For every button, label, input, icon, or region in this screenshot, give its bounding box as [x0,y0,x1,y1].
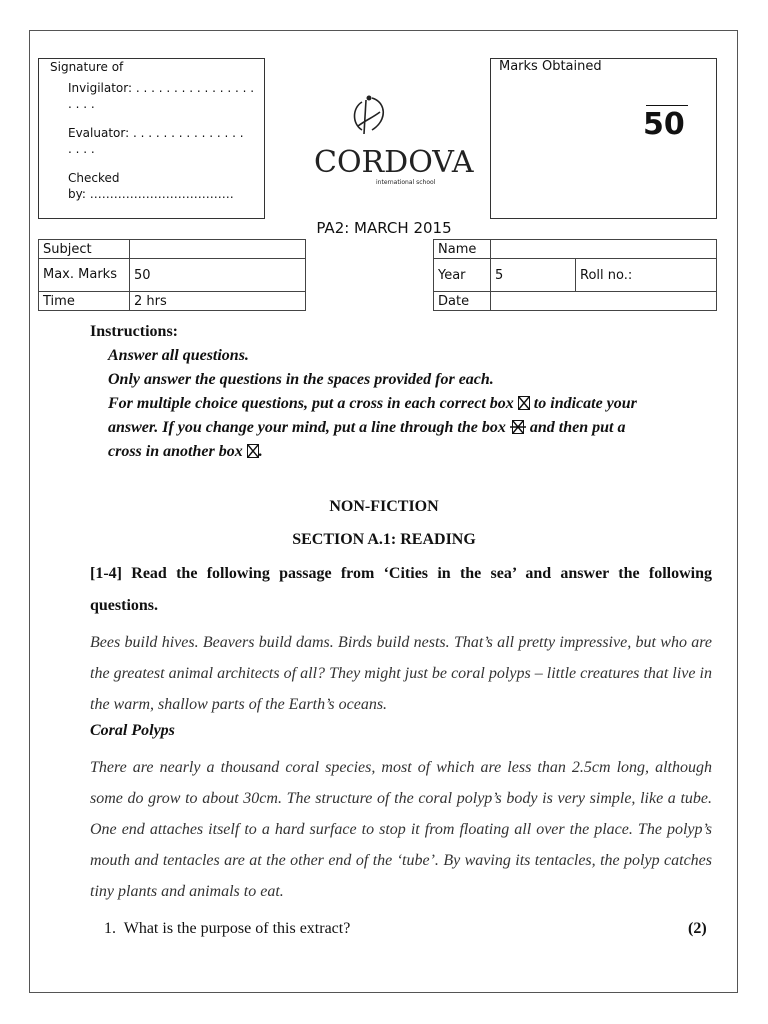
subject-value[interactable] [130,240,306,259]
subject-label: Subject [39,240,130,259]
roll-no-label[interactable]: Roll no.: [576,259,717,292]
year-label: Year [434,259,491,292]
section-heading-reading: SECTION A.1: READING [292,531,476,548]
name-value[interactable] [491,240,717,259]
instruction-5b: . [258,443,263,460]
instruction-line-4 [90,416,730,440]
instruction-line-3 [90,392,730,416]
time-label: Time [39,292,130,311]
name-label: Name [434,240,491,259]
signature-title: Signature of [50,60,124,74]
marks-box [490,58,717,219]
section-heading-nonfiction: NON-FICTION [329,498,439,515]
school-logo [300,90,474,190]
instruction-5a: cross in another box [108,443,243,460]
logo-wordmark: CORDOVA [314,145,474,180]
instruction-3b: to indicate your [533,395,637,412]
max-marks-value: 50 [130,259,306,292]
time-value: 2 hrs [130,292,306,311]
logo-tagline: international school [376,179,436,186]
info-table-left [38,239,306,311]
marks-line [646,105,688,106]
info-table-right [433,239,717,311]
invigilator-line-cont: . . . . [68,97,95,111]
info-row-subject [39,240,306,259]
instruction-4a: answer. If you change your mind, put a line through the box [108,419,506,436]
marks-total: 50 [643,107,685,142]
info-row-date [434,292,717,311]
instruction-line-1: Answer all questions. [108,347,249,364]
crossed-box-icon [247,444,259,458]
passage-subheading: Coral Polyps [90,722,175,739]
checked-label: Checked [68,171,120,185]
instruction-line-2: Only answer the questions in the spaces provided for each. [108,371,494,388]
instructions [90,320,730,464]
instruction-line-5 [90,440,730,464]
instruction-4b: and then put a [529,419,626,436]
question-number: 1. [104,920,116,937]
question-1-marks: (2) [688,920,707,937]
year-value: 5 [491,259,576,292]
crossed-box-icon [518,396,530,410]
question-intro: [1-4] Read the following passage from ‘Cities in the sea’ and answer the following questions. [90,565,712,614]
info-row-name [434,240,717,259]
evaluator-line: Evaluator: . . . . . . . . . . . . . . . [68,126,244,140]
date-value[interactable] [491,292,717,311]
signature-box [38,58,265,219]
info-row-time [39,292,306,311]
invigilator-line: Invigilator: . . . . . . . . . . . . . . . . [68,81,255,95]
info-row-max-marks [39,259,306,292]
info-row-year [434,259,717,292]
passage-paragraph-2: There are nearly a thousand coral species, most of which are less than 2.5cm long, although some do grow to about 30cm. The structure of the coral polyp’s body is very simple, like a tube. One end attaches itself to a hard surface to stop it from floating all over the place. The polyp’s mouth and tentacles are at the other end of the ‘tube’. By waving its tentacles, the polyp catches tiny plants and animals to eat. [90,759,712,900]
question-text: What is the purpose of this extract? [123,920,351,937]
exam-title: PA2: MARCH 2015 [316,219,452,237]
cordova-emblem-icon [300,90,474,190]
instruction-3a: For multiple choice questions, put a cross in each correct box [108,395,514,412]
evaluator-line-cont: . . . . [68,142,95,156]
instructions-heading: Instructions: [90,323,179,340]
date-label: Date [434,292,491,311]
question-1 [104,920,350,938]
passage-paragraph-1: Bees build hives. Beavers build dams. Birds build nests. That’s all pretty impressive, but who are the greatest animal architects of all? They might just be coral polyps – little creatures that live in the warm, shallow parts of the Earth’s oceans. [90,634,712,713]
max-marks-label: Max. Marks [39,259,130,292]
marks-title: Marks Obtained [499,59,602,74]
struck-box-icon [510,420,526,434]
checked-by-line: by: ……………………………… [68,187,234,201]
